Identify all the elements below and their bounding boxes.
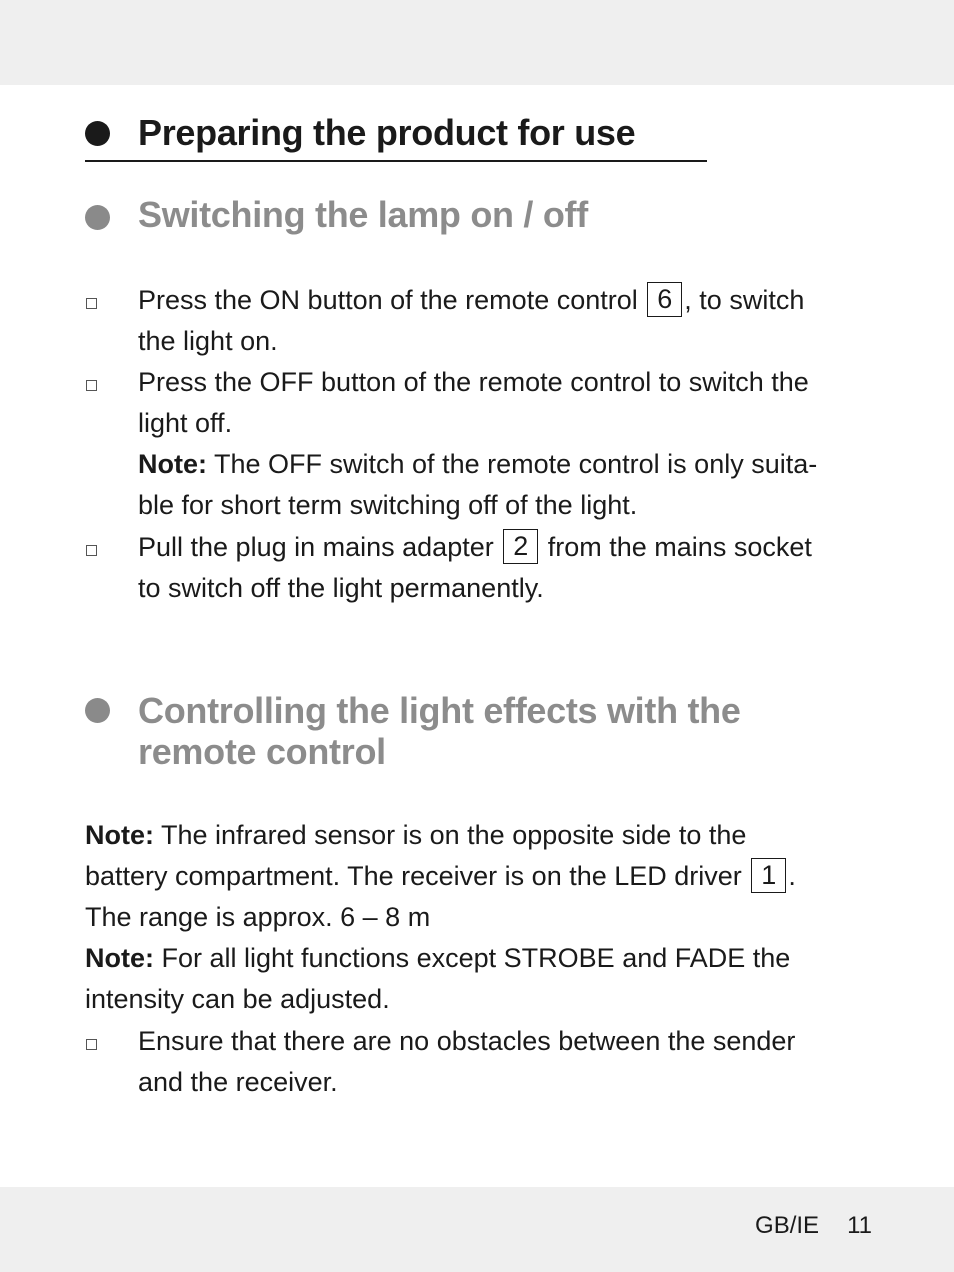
checkbox-bullet-icon [86,1039,97,1050]
page-number: 11 [847,1212,872,1239]
note-label: Note: [138,449,207,479]
section-title: Preparing the product for use [138,112,636,153]
bullet-dot-icon [85,121,110,146]
reference-box: 1 [751,858,786,893]
instruction-obstacles: Ensure that there are no obstacles between the sender and the receiver. [138,1026,796,1097]
section-title: Controlling the light effects with the remote control [138,690,741,772]
reference-box: 6 [647,282,682,317]
locale-label: GB/IE [755,1212,820,1239]
note-label: Note: [85,820,154,850]
bullet-dot-icon [85,698,110,723]
checkbox-bullet-icon [86,545,97,556]
note-infrared: Note: The infrared sensor is on the opposite side to the battery compartment. The receiver is on the LED driver 1 . The range is approx. 6 – 8 m Note: For all light functions except STROBE and FADE the intensity can be adjusted. [85,820,796,1014]
instruction-unplug: Pull the plug in mains adapter 2 from the mains socket to switch off the light permanently. [138,531,812,603]
section-heading-preparing [85,110,707,162]
section-title: Switching the lamp on / off [138,194,588,235]
checkbox-bullet-icon [86,380,97,391]
note-label: Note: [85,943,154,973]
page-footer [755,1208,872,1244]
reference-box: 2 [503,529,538,564]
instruction-on: Press the ON button of the remote control 6 , to switch the light on. [138,284,805,356]
checkbox-bullet-icon [86,298,97,309]
bullet-dot-icon [85,205,110,230]
instruction-off: Press the OFF button of the remote control to switch the light off. Note: The OFF switch of the remote control is only suita- ble for short term switching off of the light. [138,367,818,520]
page-top-band [0,0,954,85]
